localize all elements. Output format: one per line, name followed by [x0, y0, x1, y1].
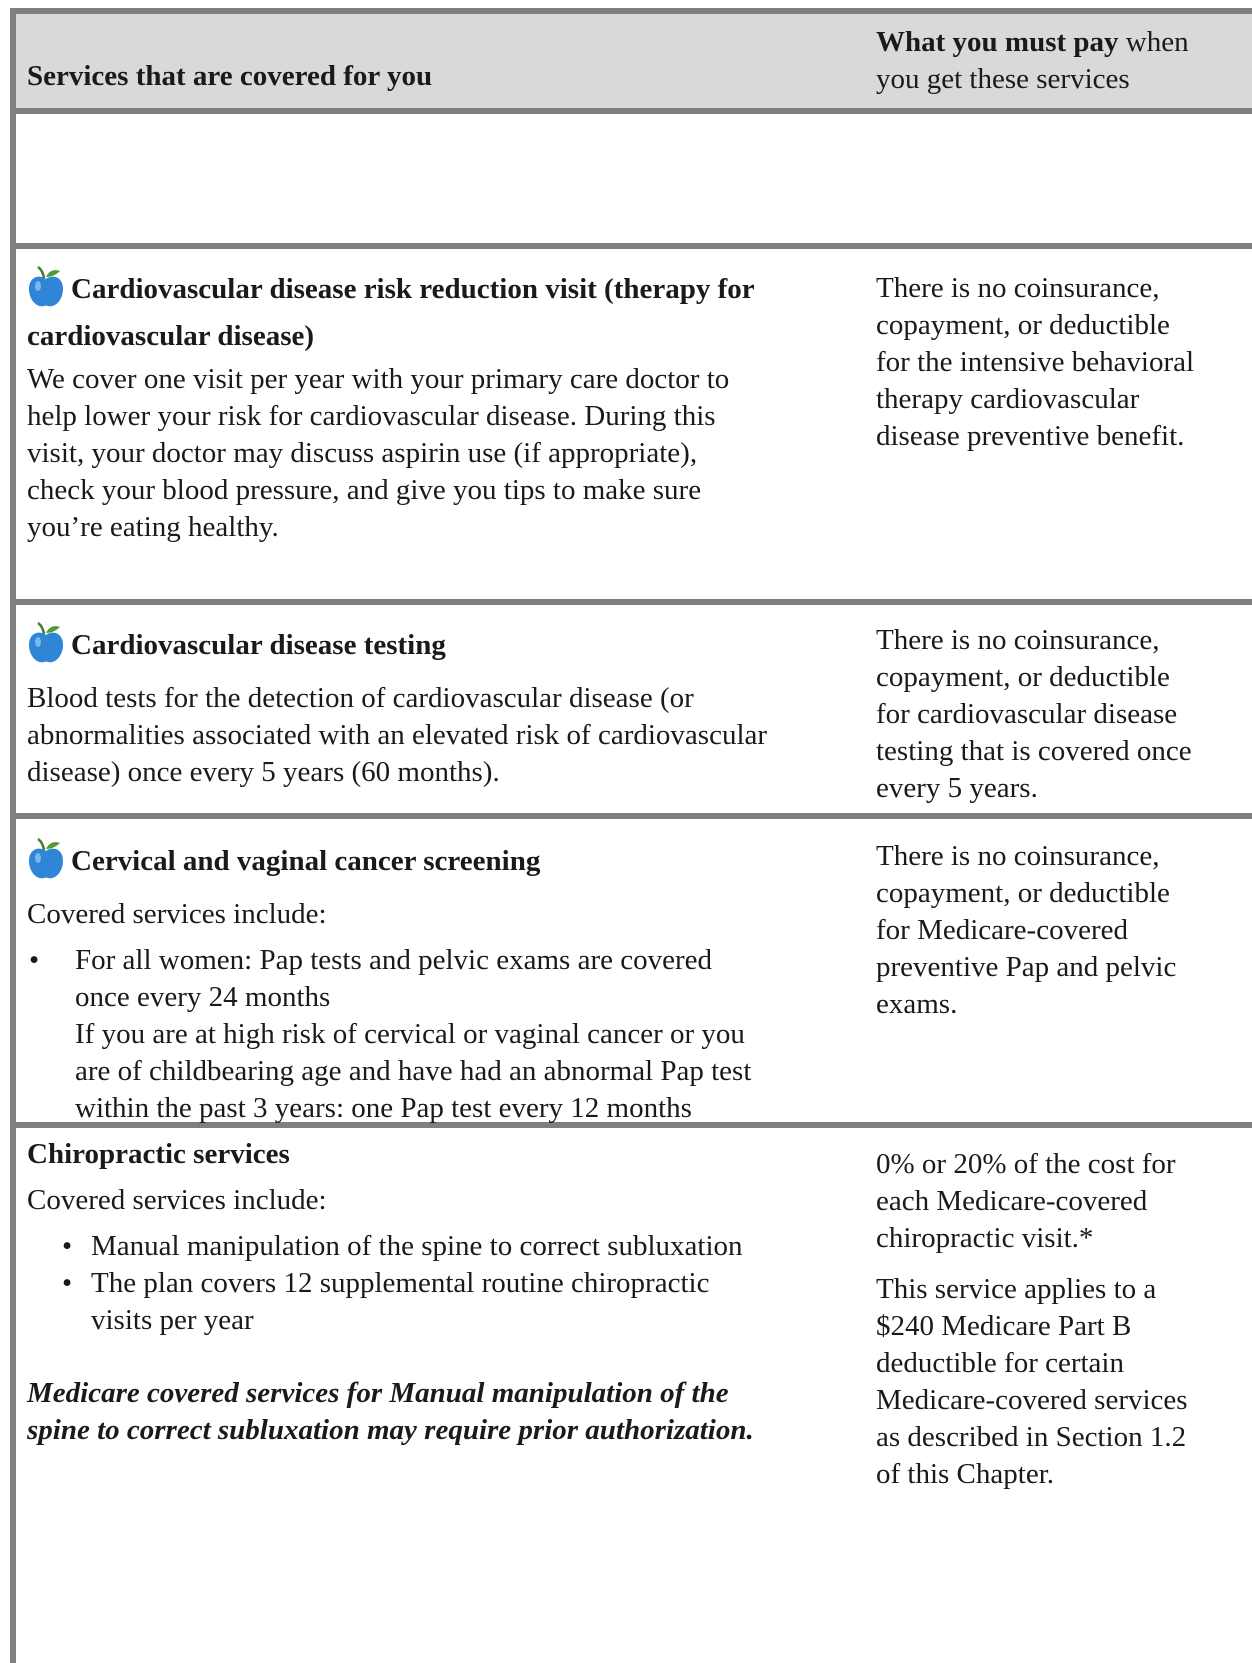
apple-icon [27, 622, 65, 674]
row-cardio-testing [27, 622, 857, 791]
cost-text: 0% or 20% of the cost for each Medicare-covered chiropractic visit.* [876, 1148, 1176, 1254]
row-title: Cardiovascular disease risk reduction visit (therapy for cardiovascular disease) [27, 266, 857, 355]
list-item: • For all women: Pap tests and pelvic exams are covered once every 24 months If you are at high risk of cervical or vaginal cancer or you are of childbearing age and have had an abnormal Pap test within the past 3 years: one Pap test every 12 months [27, 942, 857, 1127]
row-chiropractic [27, 1136, 857, 1449]
row-divider [10, 243, 1252, 249]
payment-header-line2: you get these services [876, 63, 1130, 95]
row-title: Chiropractic services [27, 1138, 290, 1170]
row-title: Cardiovascular disease testing [27, 622, 857, 674]
payment-header-bold: What you must pay [876, 26, 1119, 58]
row-title: Cervical and vaginal cancer screening [27, 838, 857, 890]
column-header-services: Services that are covered for you [27, 60, 433, 92]
row-cervical-screening [27, 838, 857, 1127]
row-bullet-list [27, 942, 857, 1127]
row-cardio-risk-reduction [27, 266, 857, 546]
prior-authorization-note: Medicare covered services for Manual manipulation of the spine to correct subluxation may require prior authorization. [27, 1377, 754, 1446]
row-cost-cardio-testing: There is no coinsurance, copayment, or deductible for cardiovascular disease testing that is covered once every 5 years. [876, 624, 1192, 804]
apple-icon [27, 266, 65, 318]
row-description: Blood tests for the detection of cardiovascular disease (or abnormalities associated with an elevated risk of cardiovascular disease) once every 5 years (60 months). [27, 682, 768, 788]
row-divider [10, 108, 1252, 114]
row-divider [10, 599, 1252, 605]
list-item: • Manual manipulation of the spine to correct subluxation [27, 1228, 857, 1265]
deductible-text: This service applies to a $240 Medicare Part B deductible for certain Medicare-covered services as described in Section 1.2 of this Chapter. [876, 1273, 1188, 1490]
list-item: • The plan covers 12 supplemental routine chiropractic visits per year [27, 1265, 857, 1339]
row-divider [10, 813, 1252, 819]
row-intro: Covered services include: [27, 1184, 327, 1216]
row-cost-cervical: There is no coinsurance, copayment, or deductible for Medicare-covered preventive Pap and pelvic exams. [876, 840, 1177, 1020]
apple-icon [27, 838, 65, 890]
row-cost-chiropractic [876, 1146, 1236, 1493]
row-cost-cardio-risk: There is no coinsurance, copayment, or deductible for the intensive behavioral therapy cardiovascular disease preventive benefit. [876, 272, 1195, 452]
payment-header-rest: when [1118, 26, 1189, 58]
row-bullet-list [27, 1228, 857, 1339]
column-header-payment [876, 24, 1236, 98]
row-intro: Covered services include: [27, 898, 327, 930]
row-description: We cover one visit per year with your primary care doctor to help lower your risk for cardiovascular disease. During this visit, your doctor may discuss aspirin use (if appropriate), check your blood pressure, and give you tips to make sure you’re eating healthy. [27, 363, 730, 543]
